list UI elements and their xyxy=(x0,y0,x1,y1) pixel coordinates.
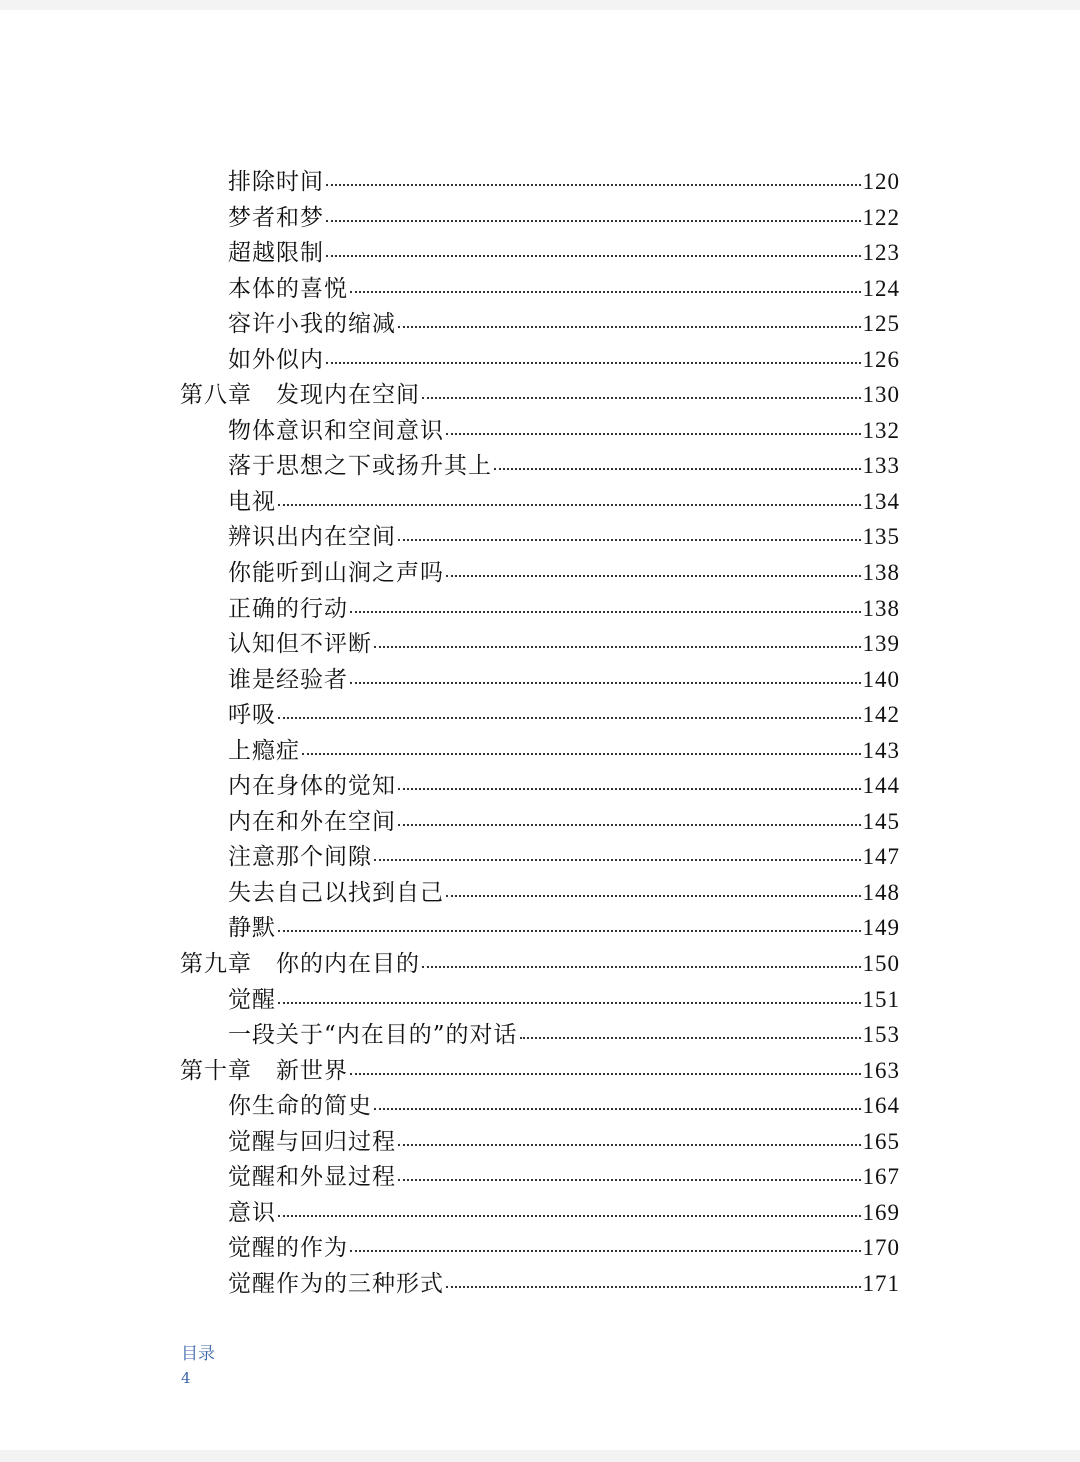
toc-title-text: 失去自己以找到自己 xyxy=(228,879,444,906)
toc-section-entry[interactable] xyxy=(180,838,900,874)
toc-entry-title xyxy=(228,1229,348,1262)
toc-section-entry[interactable] xyxy=(180,803,900,839)
toc-title-text: 呼吸 xyxy=(228,702,276,729)
toc-title-text: 容许小我的缩减 xyxy=(228,311,396,338)
toc-section-entry[interactable] xyxy=(180,270,900,306)
toc-title-text: 认知但不评断 xyxy=(228,631,372,658)
toc-page-number: 130 xyxy=(862,382,900,408)
toc-section-entry[interactable] xyxy=(180,590,900,626)
toc-entry-title xyxy=(228,1016,518,1049)
toc-page-number: 144 xyxy=(862,773,900,799)
toc-section-entry[interactable] xyxy=(180,1158,900,1194)
toc-dot-leader xyxy=(350,611,861,613)
toc-page-number: 120 xyxy=(862,169,900,194)
toc-title-text: 如外似内 xyxy=(228,346,324,373)
toc-entry-title xyxy=(228,270,348,303)
toc-section-entry[interactable] xyxy=(180,909,900,945)
toc-page-number: 123 xyxy=(862,240,900,266)
toc-page-number: 163 xyxy=(862,1057,900,1083)
toc-entry-title xyxy=(180,1052,348,1085)
toc-page-number: 133 xyxy=(862,453,900,479)
toc-title-text: 发现内在空间 xyxy=(276,382,420,409)
toc-chapter-entry[interactable] xyxy=(180,376,900,412)
toc-title-text: 辨识出内在空间 xyxy=(228,524,396,551)
toc-title-text: 你能听到山涧之声吗 xyxy=(228,560,444,587)
toc-entry-title xyxy=(228,483,276,516)
toc-chapter-entry[interactable] xyxy=(180,1052,900,1088)
toc-chapter-number: 第九章 xyxy=(180,951,252,978)
toc-entry-title xyxy=(228,981,276,1014)
toc-title-text: 上瘾症 xyxy=(228,737,300,764)
toc-page-number: 143 xyxy=(862,737,900,763)
toc-section-entry[interactable] xyxy=(180,1194,900,1230)
toc-dot-leader xyxy=(446,895,861,897)
toc-title-text: 觉醒 xyxy=(228,986,276,1013)
toc-page-number: 132 xyxy=(862,417,900,443)
toc-entry-title xyxy=(228,803,396,836)
toc-title-text: 内在身体的觉知 xyxy=(228,773,396,800)
toc-dot-leader xyxy=(398,326,861,328)
toc-page-number: 138 xyxy=(862,560,900,586)
toc-page-number: 170 xyxy=(862,1235,900,1261)
toc-entry-title xyxy=(228,767,396,800)
toc-page-number: 125 xyxy=(862,311,900,337)
toc-section-entry[interactable] xyxy=(180,199,900,235)
toc-title-text: 觉醒作为的三种形式 xyxy=(228,1270,444,1297)
toc-page-number: 135 xyxy=(862,524,900,550)
toc-page-number: 147 xyxy=(862,844,900,870)
toc-entry-title xyxy=(228,1087,372,1120)
toc-dot-leader xyxy=(350,291,861,293)
toc-entry-title xyxy=(228,838,372,871)
toc-dot-leader xyxy=(326,255,861,257)
toc-dot-leader xyxy=(326,362,861,364)
toc-title-text: 觉醒和外显过程 xyxy=(228,1164,396,1191)
toc-dot-leader xyxy=(326,220,861,222)
toc-section-entry[interactable] xyxy=(180,767,900,803)
toc-section-entry[interactable] xyxy=(180,981,900,1017)
toc-section-entry[interactable] xyxy=(180,1229,900,1265)
toc-section-entry[interactable] xyxy=(180,1016,900,1052)
toc-dot-leader xyxy=(398,539,861,541)
toc-dot-leader xyxy=(278,504,861,506)
toc-page-number: 140 xyxy=(862,666,900,692)
page-footer xyxy=(181,1342,215,1390)
toc-dot-leader xyxy=(374,859,861,861)
toc-dot-leader xyxy=(350,1250,861,1252)
toc-page-number: 151 xyxy=(862,986,900,1012)
toc-section-entry[interactable] xyxy=(180,305,900,341)
toc-title-text: 物体意识和空间意识 xyxy=(228,417,444,444)
toc-title-text: 超越限制 xyxy=(228,240,324,267)
toc-dot-leader xyxy=(422,397,861,399)
toc-dot-leader xyxy=(446,433,861,435)
toc-page-number: 169 xyxy=(862,1199,900,1225)
toc-page-number: 138 xyxy=(862,595,900,621)
toc-title-text: 觉醒与回归过程 xyxy=(228,1128,396,1155)
toc-title-text: 正确的行动 xyxy=(228,595,348,622)
toc-entry-title xyxy=(228,305,396,338)
toc-section-entry[interactable] xyxy=(180,163,900,199)
toc-section-entry[interactable] xyxy=(180,661,900,697)
toc-entry-title xyxy=(228,732,300,765)
toc-title-text: 注意那个间隙 xyxy=(228,844,372,871)
toc-dot-leader xyxy=(350,682,861,684)
toc-dot-leader xyxy=(350,1073,861,1075)
toc-page-number: 150 xyxy=(862,951,900,977)
toc-dot-leader xyxy=(278,930,861,932)
toc-entry-title xyxy=(180,376,420,409)
toc-dot-leader xyxy=(422,966,861,968)
toc-section-entry[interactable] xyxy=(180,483,900,519)
footer-page-number: 4 xyxy=(181,1369,191,1387)
toc-entry-title xyxy=(180,945,420,978)
toc-entry-title xyxy=(228,199,324,232)
toc-dot-leader xyxy=(494,468,861,470)
toc-page-number: 148 xyxy=(862,879,900,905)
toc-section-entry[interactable] xyxy=(180,412,900,448)
toc-page-number: 149 xyxy=(862,915,900,941)
toc-entry-title xyxy=(228,1158,396,1191)
toc-entry-title xyxy=(228,234,324,267)
toc-dot-leader xyxy=(398,1144,861,1146)
toc-entry-title xyxy=(228,1265,444,1298)
toc-entry-title xyxy=(228,447,492,480)
toc-title-text: 一段关于“内在目的”的对话 xyxy=(228,1022,518,1049)
toc-title-text: 觉醒的作为 xyxy=(228,1235,348,1262)
toc-page-number: 145 xyxy=(862,808,900,834)
toc-dot-leader xyxy=(398,1179,861,1181)
toc-entry-title xyxy=(228,163,324,196)
toc-dot-leader xyxy=(446,575,861,577)
toc-dot-leader xyxy=(446,1286,861,1288)
toc-entry-title xyxy=(228,909,276,942)
toc-title-text: 内在和外在空间 xyxy=(228,808,396,835)
toc-entry-title xyxy=(228,1123,396,1156)
toc-page-number: 142 xyxy=(862,702,900,728)
toc-section-entry[interactable] xyxy=(180,625,900,661)
toc-page-number: 124 xyxy=(862,275,900,301)
toc-section-entry[interactable] xyxy=(180,696,900,732)
toc-title-text: 静默 xyxy=(228,915,276,942)
toc-page-number: 134 xyxy=(862,488,900,514)
toc-entry-title xyxy=(228,874,444,907)
toc-page-number: 167 xyxy=(862,1164,900,1190)
toc-title-text: 你的内在目的 xyxy=(276,951,420,978)
toc-page-number: 164 xyxy=(862,1093,900,1119)
toc-entry-title xyxy=(228,518,396,551)
toc-section-entry[interactable] xyxy=(180,874,900,910)
toc-dot-leader xyxy=(374,646,861,648)
toc-entry-title xyxy=(228,696,276,729)
document-page xyxy=(0,10,1080,1450)
toc-title-text: 你生命的简史 xyxy=(228,1093,372,1120)
toc-dot-leader xyxy=(398,788,861,790)
toc-chapter-number: 第八章 xyxy=(180,382,252,409)
toc-chapter-entry[interactable] xyxy=(180,945,900,981)
toc-entry-title xyxy=(228,1194,276,1227)
toc-title-text: 梦者和梦 xyxy=(228,204,324,231)
toc-page-number: 122 xyxy=(862,204,900,230)
toc-chapter-number: 第十章 xyxy=(180,1057,252,1084)
toc-title-text: 落于思想之下或扬升其上 xyxy=(228,453,492,480)
toc-page-number: 153 xyxy=(862,1022,900,1048)
toc-entry-title xyxy=(228,661,348,694)
toc-entry-title xyxy=(228,554,444,587)
toc-entry-title xyxy=(228,341,324,374)
toc-page-number: 171 xyxy=(862,1270,900,1296)
toc-dot-leader xyxy=(278,1215,861,1217)
toc-section-entry[interactable] xyxy=(180,1123,900,1159)
toc-dot-leader xyxy=(374,1108,861,1110)
toc-section-entry[interactable] xyxy=(180,447,900,483)
toc-page-number: 165 xyxy=(862,1128,900,1154)
toc-entry-title xyxy=(228,590,348,623)
toc-page-number: 139 xyxy=(862,631,900,657)
toc-entry-title xyxy=(228,412,444,445)
toc-title-text: 新世界 xyxy=(276,1057,348,1084)
toc-dot-leader xyxy=(278,1002,861,1004)
toc-dot-leader xyxy=(520,1037,861,1039)
table-of-contents xyxy=(180,163,900,1301)
toc-title-text: 谁是经验者 xyxy=(228,666,348,693)
toc-section-entry[interactable] xyxy=(180,554,900,590)
toc-section-entry[interactable] xyxy=(180,732,900,768)
toc-title-text: 排除时间 xyxy=(228,169,324,195)
toc-section-entry[interactable] xyxy=(180,1265,900,1301)
footer-section-label: 目录 xyxy=(181,1344,215,1364)
toc-title-text: 意识 xyxy=(228,1199,276,1226)
toc-page-number: 126 xyxy=(862,346,900,372)
toc-title-text: 本体的喜悦 xyxy=(228,275,348,302)
toc-dot-leader xyxy=(398,824,861,826)
toc-section-entry[interactable] xyxy=(180,234,900,270)
toc-section-entry[interactable] xyxy=(180,518,900,554)
toc-dot-leader xyxy=(302,753,861,755)
toc-title-text: 电视 xyxy=(228,488,276,515)
toc-entry-title xyxy=(228,625,372,658)
toc-dot-leader xyxy=(326,184,861,186)
toc-section-entry[interactable] xyxy=(180,1087,900,1123)
toc-dot-leader xyxy=(278,717,861,719)
toc-section-entry[interactable] xyxy=(180,341,900,377)
